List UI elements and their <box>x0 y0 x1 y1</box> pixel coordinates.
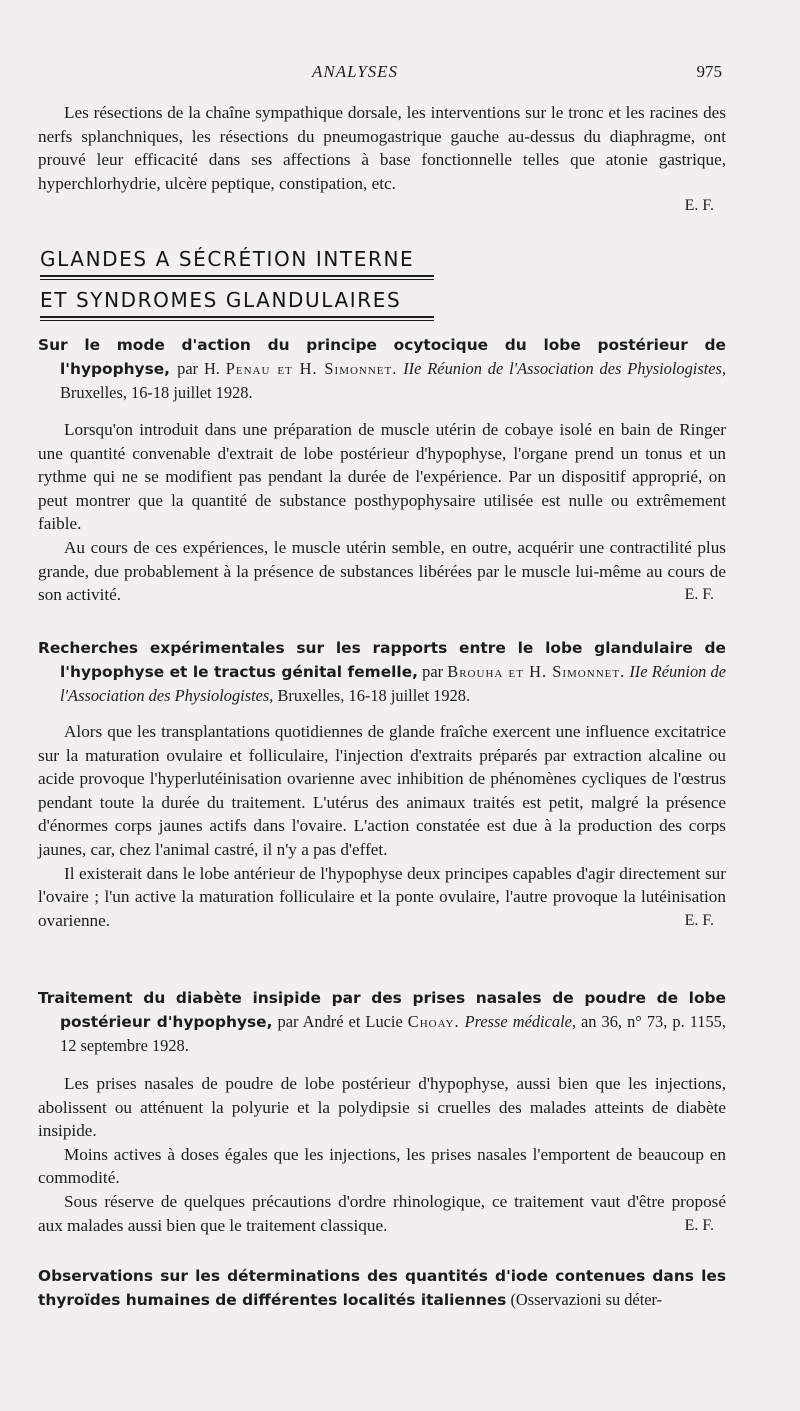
article-1 <box>38 333 726 607</box>
article-4-heading <box>38 1264 726 1312</box>
section-heading-line2: ET SYNDROMES GLANDULAIRES <box>40 288 402 312</box>
article-1-title: Sur le mode d'action du principe ocytocique du lobe postérieur de l'hypophyse, <box>38 336 726 378</box>
intro-paragraph: Les résections de la chaîne sympathique dorsale, les interventions sur le tronc et les racines des nerfs splanchniques, les résections du pneumogastrique gauche au-dessus du diaphragme, ont prouvé leur efficacité dans ses affections à base fonctionnelle telles que atonie gastrique, hyperchlorhydrie, ulcère peptique, constipation, etc. <box>38 103 726 193</box>
article-2-paragraph-1: Alors que les transplantations quotidiennes de glande fraîche exercent une influence excitatrice sur la maturation ovulaire et folliculaire, l'injection d'extraits préparés par extraction alcaline ou acide provoque l'hyperlutéinisation ovarienne avec inhibition de phénomènes cycliques de l'œstrus pendant toute la durée du traitement. L'utérus des animaux traités est petit, malgré la présence d'énormes corps jaunes actifs dans l'ovaire. L'action constatée est due à la production des corps jaunes, car, chez l'animal castré, il n'y a pas d'effet. <box>38 722 726 859</box>
article-2-heading <box>38 636 726 708</box>
article-1-heading <box>38 333 726 405</box>
page-number: 975 <box>696 62 722 81</box>
article-4-ref-suffix: (Osservazioni su déter- <box>506 1290 663 1309</box>
article-1-ref-prefix: par H. <box>177 359 226 378</box>
article-3-paragraph-1: Les prises nasales de poudre de lobe postérieur d'hypophyse, aussi bien que les injections, abolissent ou atténuent la polyurie et la polydipsie si cruelles des malades atteints de diabète insipide. <box>38 1074 726 1141</box>
article-1-authors: Penau et H. Simonnet. <box>225 359 398 378</box>
article-2-ref-suffix: Bruxelles, 16-18 juillet 1928. <box>273 686 471 705</box>
article-3-authors: Choay. <box>407 1012 460 1031</box>
article-1-signature: E. F. <box>684 586 714 604</box>
article-3-title: Traitement du diabète insipide par des prises nasales de poudre de lobe postérieur d'hypophyse, <box>38 989 726 1031</box>
section-heading <box>40 246 434 328</box>
running-head <box>0 62 800 86</box>
section-rule-2 <box>40 316 434 321</box>
article-3-ref-prefix: par André et Lucie <box>272 1012 408 1031</box>
article-3-paragraph-3-text: Sous réserve de quelques précautions d'ordre rhinologique, ce traitement vaut d'être proposé aux malades aussi bien que le traitement classique. <box>38 1191 726 1235</box>
article-2-ref-prefix: par <box>417 662 448 681</box>
article-3-paragraph-3 <box>38 1190 726 1237</box>
article-3-signature: E. F. <box>684 1216 714 1234</box>
article-1-paragraph-2-text: Au cours de ces expériences, le muscle utérin semble, en outre, acquérir une contractilité plus grande, due probablement à la présence de substances libérées par le muscle lui-même au cours de son activité. <box>38 537 726 605</box>
article-2-paragraph-2 <box>38 862 726 933</box>
article-1-journal: IIe Réunion de l'Association des Physiologistes, <box>397 359 727 378</box>
article-3-paragraph-2: Moins actives à doses égales que les injections, les prises nasales l'emportent de beaucoup en commodité. <box>38 1144 726 1188</box>
article-2-journal: IIe Réunion de l'Association des Physiologistes, <box>60 662 727 705</box>
intro-signature: E. F. <box>684 197 714 215</box>
article-1-paragraph-2 <box>38 536 726 607</box>
running-head-title: ANALYSES <box>312 62 399 81</box>
article-4-title: Observations sur les déterminations des quantités d'iode contenues dans les thyroïdes humaines de différentes localités italiennes <box>38 1267 726 1309</box>
intro-block <box>38 101 726 217</box>
article-3-heading <box>38 986 726 1058</box>
section-rule-1 <box>40 275 434 280</box>
article-1-ref-suffix: Bruxelles, 16-18 juillet 1928. <box>60 383 253 402</box>
section-heading-line1: GLANDES A SÉCRÉTION INTERNE <box>40 247 415 271</box>
article-2-signature: E. F. <box>684 911 714 929</box>
article-3-journal: Presse médicale, <box>459 1012 576 1031</box>
article-3 <box>38 986 726 1237</box>
article-2-paragraph-2-text: Il existerait dans le lobe antérieur de l'hypophyse deux principes capables d'agir directement sur l'ovaire ; l'un active la maturation folliculaire et la ponte ovulaire, l'autre provoque la lutéinisation ovarienne. <box>38 863 726 930</box>
article-2 <box>38 636 726 932</box>
article-4 <box>38 1264 726 1312</box>
article-2-authors: Brouha et H. Simonnet. <box>447 662 626 681</box>
article-2-title: Recherches expérimentales sur les rapports entre le lobe glandulaire de l'hypophyse et le tractus génital femelle, <box>38 639 726 681</box>
article-1-paragraph-1: Lorsqu'on introduit dans une préparation de muscle utérin de cobaye isolé en bain de Ringer une quantité convenable d'extrait de lobe postérieur d'hypophyse, l'organe prend un tonus et un rythme qui ne se modifient pas pendant la durée de l'expérience. Par un dispositif approprié, on peut montrer que la quantité de substance posthypophysaire utilisée est nulle ou extrêmement faible. <box>38 420 726 534</box>
article-3-ref-suffix: an 36, n° 73, p. 1155, 12 septembre 1928. <box>60 1012 726 1055</box>
